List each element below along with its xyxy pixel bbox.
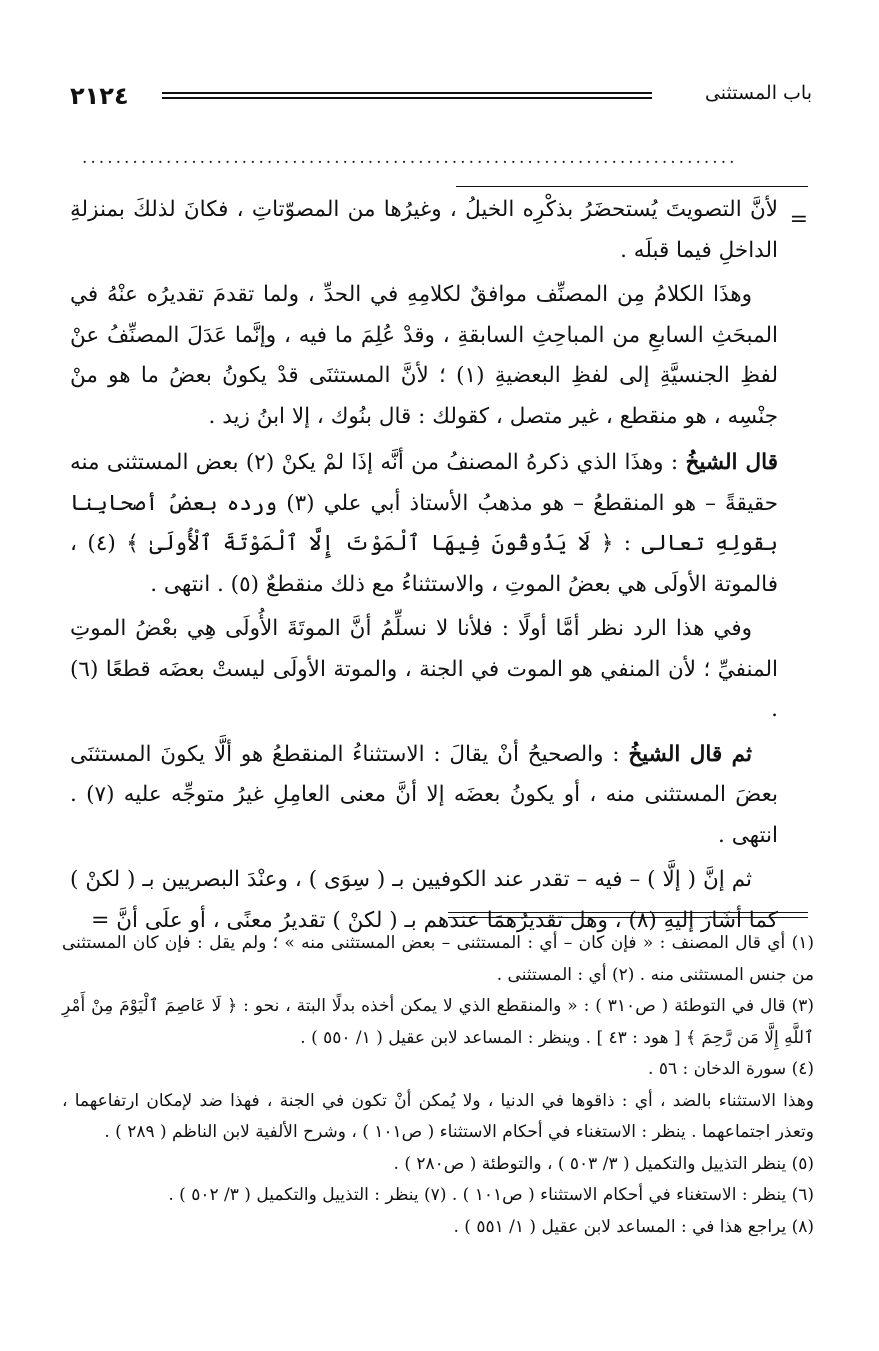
footnote-rule (448, 912, 808, 913)
page-number: ٢١٢٤ (70, 82, 129, 110)
footnote: (٣) قال في التوطئة ( ص٣١٠ ) : « والمنقطع الذي لا يمكن أخذه بدلًا البتة ، نحو : ﴿ لَا عَاصِمَ ٱلْيَوْمَ مِنْ أَمْرِ ٱللَّهِ إِلَّا مَن رَّحِمَ ﴾ [ هود : ٤٣ ] . وينظر : المساعد لابن عقيل ( ١/ ٥٥٠ ) . (62, 996, 815, 1048)
paragraph-text: ثم إنَّ ( إلَّا ) – فيه – تقدر عند الكوفيين بـ ( سِوَى ) ، وعنْدَ البصريين بـ ( لكنْ ) كما أشَارَ إليهِ (٨) ، وهل تقديرُهمَا عندهم بـ ( لكنْ ) تقديرُ معنًى ، أو علَى أنَّ (70, 867, 778, 933)
chapter-title: باب المستثنى (704, 82, 812, 104)
paragraph: لأنَّ التصويتَ يُستحضَرُ بذكْرِه الخيلُ ، وغيرُها من المصوّتاتِ ، فكانَ لذلكَ بمنزلةِ الداخلِ فيما قبلَه . (70, 197, 778, 263)
speaker-label: ثم قال الشيخُ (628, 741, 752, 767)
dotted-separator: .............................................................................. (82, 148, 738, 168)
separator-rule (456, 186, 808, 187)
footnote: (٨) يراجع هذا في : المساعد لابن عقيل ( ١/ ٥٥١ ) . (453, 1216, 814, 1237)
running-header (70, 78, 812, 118)
footnote: وهذا الاستثناء بالضد ، أي : ذاقوها في الدنيا ، ولا يُمكن أنْ تكون في الجنة ، فهذا ضد لإمكان ارتفاعهما ، وتعذر اجتماعهما . ينظر : الاستغناء في أحكام الاستثناء ( ص١٠١ ) ، وشرح الألفية لابن الناظم ( ٢٨٩ ) . (62, 1090, 814, 1142)
footnote: (٦) ينظر : الاستغناء في أحكام الاستثناء ( ص١٠١ ) . (٧) ينظر : التذييل والتكميل ( ٣/ ٥٠٢ ) . (168, 1185, 814, 1205)
continuation-mark: = (789, 207, 808, 232)
continuation-mark: = (90, 907, 110, 933)
header-rule (162, 97, 652, 99)
footnote: (١) أي قال المصنف : « فإن كان – أي : المستثنى – بعض المستثنى منه » ؛ ولم يقل : فإن كان المستثنى من جنس المستثنى منه . (٢) أي : المستثنى . (62, 933, 814, 985)
header-rule (162, 92, 652, 94)
paragraph: وفي هذا الرد نظر أمَّا أولًا : فلأنا لا نسلِّمُ أنَّ الموتَةَ الأُولَى هِي بعْضُ الموتِ المنفيِّ ؛ لأن المنفي هو الموت في الجنة ، والموتة الأولَى ليستْ بعضَه قطعًا (٦) . (70, 616, 778, 722)
quote-text: : والصحيحُ أنْ يقالَ : الاستثناءُ المنقطعُ هو ألَّا يكونَ المستثنَى بعضَ المستثنى منه ، أو يكونُ بعضَه إلا أنَّ معنى العامِلِ غيرُ متوجِّه عليه (٧) . انتهى . (70, 741, 778, 848)
paragraph-shaykh-quote (70, 443, 778, 605)
footnote-rule (448, 917, 808, 918)
footnote: (٤) سورة الدخان : ٥٦ . (648, 1059, 814, 1079)
quote-text: : وهذَا الذي ذكرهُ المصنفُ من أنَّه إذَا لمْ يكنْ (٢) بعض المستثنى منه حقيقةً – هو المنقطعُ – هو مذهبُ الأستاذ أبي علي (٣) ورده بعضُ أصحابِنا بقولِهِ تعالى : ﴿ لَا يَذُوقُونَ فِيهَا ٱلْمَوْتَ إِلَّا ٱلْمَوْتَةَ ٱلْأُولَىٰ ﴾ (٤) ، فالموتة الأولَى هي بعضُ الموتِ ، والاستثناءُ مع ذلك منقطعٌ (٥) . انتهى . (70, 450, 779, 597)
paragraph-shaykh-quote (70, 735, 778, 857)
main-text (70, 190, 808, 941)
footnotes (62, 928, 814, 1243)
footnote: (٥) ينظر التذييل والتكميل ( ٣/ ٥٠٣ ) ، والتوطئة ( ص٢٨٠ ) . (393, 1153, 814, 1174)
paragraph: وهذَا الكلامُ مِن المصنِّف موافقٌ لكلامِهِ في الحدِّ ، ولما تقدمَ تقديرُه عنْهُ في المبحَثِ السابعِ من المباحِثِ السابقةِ ، وقدْ عُلِمَ ما فيه ، وإنَّما عَدَلَ المصنِّفُ عنْ لفظِ الجنسيَّةِ إلى لفظِ البعضيةِ (١) ؛ لأنَّ المستثنَى قدْ يكونُ بعضُ ما هو منْ جنْسِه ، هو منقطع ، غير متصل ، كقولك : قال بنُوك ، إلا ابنُ زيد . (70, 282, 778, 429)
speaker-label: قال الشيخُ (685, 450, 778, 475)
